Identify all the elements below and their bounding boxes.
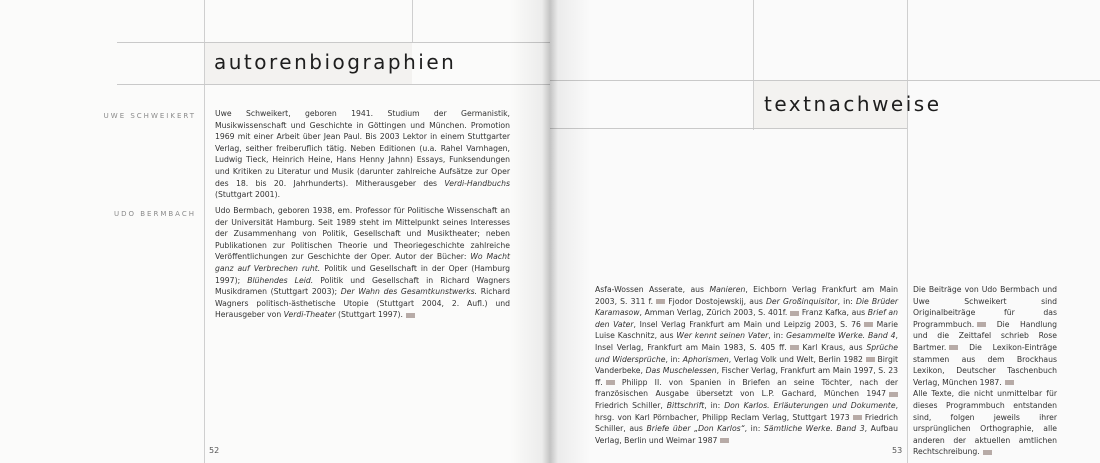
text-run: , Amman Verlag, Zürich 2003, S. 401f. — [639, 308, 788, 318]
section-marker — [720, 438, 729, 443]
right-page — [550, 0, 1100, 463]
italic-title: Der Wahn des Gesamtkunstwerks. — [340, 287, 478, 297]
text-run: , Insel Verlag, Frankfurt am Main 1983, S. 405 ff. — [595, 331, 898, 352]
italic-title: Brief an den Vater — [595, 308, 898, 329]
text-run: , Aufbau Verlag, Berlin und Weimar 1987 — [595, 424, 898, 445]
text-run: Uwe Schweikert, geboren 1941. Studium der Germanistik, Musikwissenschaft und Geschichte in Göttingen und München. Promotion 1969 mit einer Arbeit über Jean Paul. Bis 2003 Lektor in einem Stuttgarter Verlag, seither freiberuflich tätig. Neben Editionen (u.a. Rahel Varnhagen, Ludwig Tieck, Heinrich Heine, Hans Henny Jahnn) Essays, Funksendungen und Kritiken zu Literatur und Musik (darunter zahlreiche Aufsätze zur Oper des 18. bis 20. Jahrhunderts). Mitherausgeber des — [215, 109, 510, 188]
text-run: Friedrich Schiller, aus — [595, 412, 899, 434]
editorial-notes — [913, 284, 1057, 458]
italic-title: Bittschrift — [666, 400, 705, 410]
text-run: , in: — [744, 424, 764, 434]
page-number-left: 52 — [209, 446, 220, 455]
text-run: , in: — [704, 400, 725, 410]
section-marker — [1005, 380, 1014, 385]
text-run: Fjodor Dostojewskij, aus — [665, 296, 767, 306]
text-run: , Insel Verlag Frankfurt am Main und Leipzig 2003, S. 76 — [633, 319, 861, 329]
text-run: Alle Texte, die nicht unmittelbar für dieses Programmbuch entstanden sind, folgen jeweils ihrer ursprünglichen Orthographie, alle anderen der aktuellen amtlichen Rechtschreibung. — [913, 389, 1057, 457]
italic-title: Manieren — [709, 285, 746, 294]
author-label-schweikert: UWE SCHWEIKERT — [103, 112, 196, 120]
title-rule-right — [412, 0, 413, 42]
text-run: Die Beiträge von Udo Bermbach und Uwe Schweikert sind Originalbeiträge für das Programmbuch. — [913, 285, 1057, 329]
text-run: , in: — [768, 331, 787, 341]
author-bio-bermbach — [215, 205, 510, 321]
text-run: , in: — [837, 296, 856, 306]
italic-title: Der Großinquisitor — [766, 296, 838, 306]
italic-title: Sprüche und Widersprüche — [595, 342, 898, 364]
italic-title: Verdi-Handbuchs — [444, 178, 510, 188]
text-run: Birgit Vanderbeke, — [595, 354, 898, 376]
text-run: Politik und Gesellschaft in Richard Wagners Musikdramen (Stuttgart 2003); — [215, 275, 510, 297]
text-run: Karl Kraus, aus — [798, 342, 867, 352]
section-marker — [853, 415, 862, 420]
author-bio-schweikert — [215, 108, 510, 201]
section-marker — [656, 299, 665, 304]
text-run: Asfa-Wossen Asserate, aus — [595, 285, 710, 294]
author-label-bermbach: UDO BERMBACH — [114, 210, 196, 218]
italic-title: Wer kennt seinen Vater — [676, 331, 769, 341]
section-marker — [864, 322, 873, 327]
text-run: Richard Wagners politisch-ästhetische Utopie (Stuttgart 2004, 2. Aufl.) und Herausgeber von — [215, 287, 510, 320]
text-run: Die Lexikon-Einträge stammen aus dem Brockhaus Lexikon, Deutscher Taschenbuch Verlag, München 1987. — [913, 342, 1057, 387]
text-run: , Eichborn Verlag Frankfurt am Main 2003, S. 311 f. — [595, 285, 898, 306]
text-run: Die Handlung und die Zeittafel schrieb Rose Bartmer. — [913, 319, 1057, 352]
page-heading: autorenbiographien — [214, 50, 457, 74]
italic-title: Briefe über „Don Karlos“ — [646, 424, 745, 434]
section-marker — [406, 313, 415, 318]
section-marker — [790, 311, 799, 316]
italic-title: Don Karlos. Erläuterungen und Dokumente — [724, 400, 896, 410]
page-number-right: 53 — [892, 446, 903, 455]
italic-title: Blühendes Leid. — [247, 275, 314, 285]
page-heading-right: textnachweise — [764, 92, 942, 116]
column-rule-right — [907, 0, 908, 463]
section-marker — [866, 357, 875, 362]
text-run: Politik und Gesellschaft in der Oper (Hamburg 1997); — [215, 263, 511, 285]
italic-title: Wo Macht ganz auf Verbrechen ruht. — [215, 252, 510, 273]
text-run: Marie Luise Kaschnitz, aus — [595, 319, 898, 341]
text-run: , Verlag Volk und Welt, Berlin 1982 — [728, 354, 863, 364]
italic-title: Gesammelte Werke. Band 4 — [786, 331, 896, 341]
section-marker — [949, 345, 958, 350]
italic-title: Das Muschelessen — [645, 366, 717, 376]
text-run: Friedrich Schiller, — [595, 400, 667, 410]
text-run: , hrsg. von Karl Pörnbacher, Philipp Reclam Verlag, Stuttgart 1973 — [595, 400, 899, 422]
text-run: Franz Kafka, aus — [799, 308, 868, 318]
section-marker — [983, 450, 992, 455]
section-marker — [790, 345, 799, 350]
italic-title: Aphorismen — [682, 354, 729, 364]
section-marker — [977, 322, 986, 327]
text-run: Philipp II. von Spanien in Briefen an seine Töchter, nach der französischen Ausgabe übersetzt von L.P. Gachard, München 1947 — [595, 377, 898, 399]
text-run: Udo Bermbach, geboren 1938, em. Professor für Politische Wissenschaft an der Universität Hamburg. Seit 1989 steht im Mittelpunkt seines Interesses der Zusammenhang von Politik, Gesellschaft und Musiktheater; neben Publikationen zur Politischen Theorie und Theoriegeschichte zahlreiche Veröffentlichungen zur Geschichte der Oper. Autor der Bücher: — [215, 206, 510, 262]
section-marker — [889, 392, 898, 397]
text-sources — [595, 284, 898, 446]
italic-title: Die Brüder Karamasow — [595, 296, 898, 318]
text-run: (Stuttgart 1997). — [335, 310, 403, 320]
italic-title: Sämtliche Werke. Band 3 — [763, 424, 865, 434]
text-run: (Stuttgart 2001). — [215, 190, 281, 200]
section-marker — [606, 380, 615, 385]
italic-title: Verdi-Theater — [283, 310, 336, 320]
title-bottom-rule-right — [550, 128, 907, 129]
text-run: , Fischer Verlag, Frankfurt am Main 1997, S. 23 ff. — [595, 366, 898, 387]
title-bottom-rule — [117, 84, 550, 85]
text-run: , in: — [665, 354, 683, 364]
